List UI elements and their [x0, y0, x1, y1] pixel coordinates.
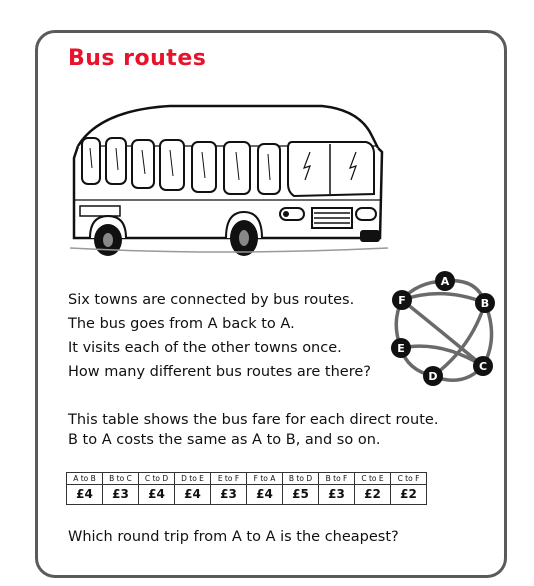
fare-table: [66, 472, 427, 505]
fare-route-cell: D to E: [175, 473, 211, 485]
table-intro-text: [68, 410, 438, 450]
node-label-f: F: [398, 294, 406, 307]
route-graph: [385, 268, 505, 393]
bus-illustration: [60, 88, 390, 258]
node-label-e: E: [397, 342, 405, 355]
fare-route-cell: C to E: [355, 473, 391, 485]
page-title: Bus routes: [68, 46, 207, 71]
fare-route-cell: A to B: [67, 473, 103, 485]
fare-route-cell: E to F: [211, 473, 247, 485]
question-text: Which round trip from A to A is the cheapest?: [68, 529, 399, 545]
intro-text: [68, 288, 371, 384]
fare-route-cell: B to D: [283, 473, 319, 485]
fare-price-cell: £3: [211, 485, 247, 505]
fare-price-cell: £4: [67, 485, 103, 505]
fare-price-cell: £2: [391, 485, 427, 505]
node-label-a: A: [440, 275, 450, 288]
intro-line: The bus goes from A back to A.: [68, 316, 295, 332]
fare-route-cell: F to A: [247, 473, 283, 485]
node-label-d: D: [428, 370, 438, 383]
fare-price-cell: £3: [103, 485, 139, 505]
table-intro-line: B to A costs the same as A to B, and so on.: [68, 432, 381, 448]
intro-line: It visits each of the other towns once.: [68, 340, 342, 356]
fare-route-cell: B to C: [103, 473, 139, 485]
intro-line: How many different bus routes are there?: [68, 364, 371, 380]
fare-price-row: [67, 485, 427, 505]
fare-price-cell: £2: [355, 485, 391, 505]
fare-route-cell: C to D: [139, 473, 175, 485]
edge-b-f: [402, 294, 485, 303]
fare-price-cell: £4: [175, 485, 211, 505]
fare-price-cell: £5: [283, 485, 319, 505]
table-intro-line: This table shows the bus fare for each direct route.: [68, 412, 439, 428]
node-label-b: B: [480, 297, 490, 310]
fare-price-cell: £4: [139, 485, 175, 505]
intro-line: Six towns are connected by bus routes.: [68, 292, 355, 308]
fare-route-row: [67, 473, 427, 485]
fare-route-cell: B to F: [319, 473, 355, 485]
fare-route-cell: C to F: [391, 473, 427, 485]
node-label-c: C: [478, 360, 488, 373]
fare-price-cell: £3: [319, 485, 355, 505]
fare-price-cell: £4: [247, 485, 283, 505]
